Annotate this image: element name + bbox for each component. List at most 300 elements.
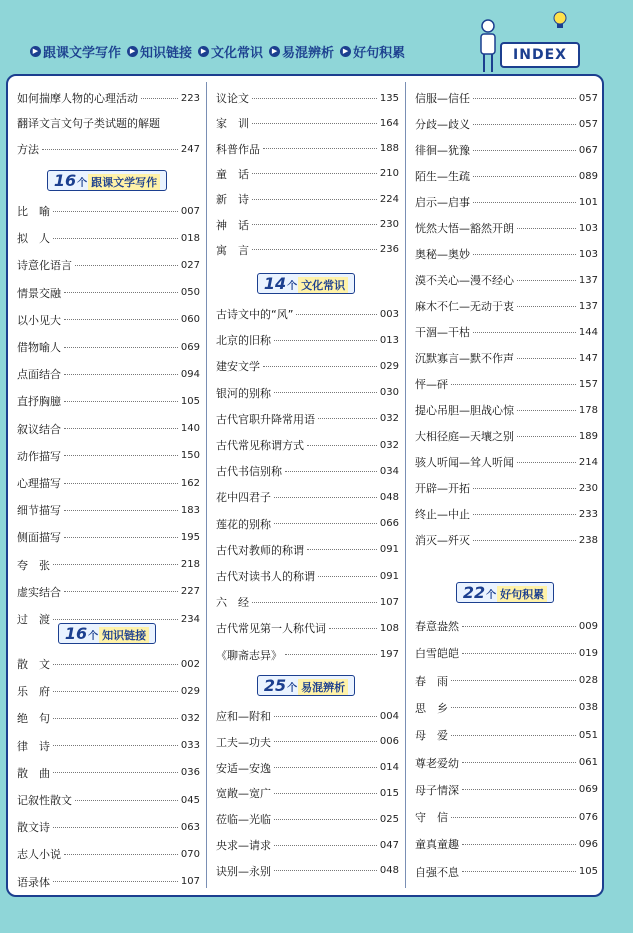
entry-page: 195 [180, 531, 200, 543]
person-icon [474, 14, 502, 74]
toc-entry[interactable] [415, 451, 598, 473]
entry-page: 091 [379, 544, 399, 556]
entry-page: 029 [180, 685, 200, 697]
entry-title: 比 喻 [17, 205, 50, 218]
entry-title: 白雪皑皑 [415, 647, 459, 661]
leader-dots [53, 827, 178, 828]
toc-entry[interactable] [415, 477, 598, 499]
entry-title: 六 经 [216, 596, 249, 610]
entry-page: 147 [578, 352, 598, 364]
header [0, 0, 633, 78]
entry-title: 新 诗 [216, 193, 249, 207]
entry-title: 议论文 [216, 92, 249, 105]
entry-page: 091 [379, 570, 399, 582]
entry-title: 安适—安逸 [216, 761, 271, 775]
section-title: 易混辨析 [298, 679, 348, 695]
entry-title: 寓 言 [216, 243, 249, 257]
leader-dots [517, 358, 576, 359]
entry-title: 沉默寡言—默不作声 [415, 352, 514, 365]
toc-entry[interactable] [415, 503, 598, 525]
tab-label: 知识链接 [140, 46, 193, 61]
entry-page: 105 [180, 395, 200, 407]
column-divider [206, 82, 207, 888]
toc-entry[interactable] [17, 390, 200, 412]
leader-dots [473, 150, 576, 151]
entry-title: 北京的旧称 [216, 334, 271, 348]
entry-title: 绝 句 [17, 712, 50, 726]
section-heading-sentences [406, 581, 604, 603]
entry-page: 210 [379, 168, 399, 180]
section-heading-knowledge [8, 622, 206, 644]
entry-title: 童 话 [216, 167, 249, 181]
leader-dots [64, 455, 178, 456]
section-count: 16 [53, 170, 77, 190]
toc-entry[interactable] [415, 670, 598, 692]
section-count: 22 [462, 582, 486, 602]
entry-page: 018 [180, 232, 200, 244]
toc-entry[interactable] [415, 833, 598, 855]
entry-page: 189 [578, 430, 598, 442]
entry-title: 古代对教师的称谓 [216, 543, 304, 557]
toc-entry[interactable] [17, 336, 200, 358]
leader-dots [473, 514, 576, 515]
entry-page: 183 [180, 504, 200, 516]
section-count: 14 [263, 273, 287, 293]
toc-entry[interactable] [17, 653, 200, 675]
toc-entry[interactable] [17, 816, 200, 838]
entry-page: 032 [379, 413, 399, 425]
toc-entry[interactable] [216, 486, 399, 508]
leader-dots [462, 762, 576, 763]
entry-title: 如何揣摩人物的心理活动 [17, 92, 138, 105]
leader-dots [53, 881, 178, 882]
entry-page: 197 [379, 649, 399, 661]
section-count: 16 [64, 623, 88, 643]
leader-dots [462, 653, 576, 654]
entry-title: 动作描写 [17, 449, 61, 463]
entry-title: 诗意化语言 [17, 259, 72, 273]
section-title: 跟课文学写作 [88, 174, 160, 190]
entry-page: 030 [379, 387, 399, 399]
leader-dots [451, 707, 576, 708]
entry-title: 漠不关心—漫不经心 [415, 274, 514, 287]
toc-entry[interactable] [415, 697, 598, 719]
entry-title: 《聊斋志异》 [216, 648, 282, 662]
tab-culture[interactable] [198, 42, 263, 61]
section-heading-confusing [207, 674, 405, 696]
leader-dots [517, 436, 576, 437]
entry-page: 027 [180, 259, 200, 271]
entry-title: 骇人听闻—耸人听闻 [415, 456, 514, 469]
toc-entry[interactable] [415, 752, 598, 774]
entry-page: 061 [578, 757, 598, 768]
entry-title: 春意盎然 [415, 620, 459, 633]
leader-dots [274, 870, 377, 871]
entry-page: 063 [180, 821, 200, 833]
leader-dots [473, 124, 576, 125]
toc-entry[interactable] [415, 861, 598, 883]
entry-page: 103 [578, 222, 598, 234]
section-heading-writing [8, 169, 206, 191]
toc-entry[interactable] [415, 399, 598, 421]
entry-title: 乐 府 [17, 685, 50, 699]
entry-page: 089 [578, 170, 598, 182]
entry-title: 古代对读书人的称谓 [216, 570, 315, 583]
section-unit: 个 [287, 280, 298, 292]
entry-title: 语录体 [17, 875, 50, 889]
toc-entry[interactable] [415, 373, 598, 395]
entry-page: 096 [578, 838, 598, 850]
entry-page: 057 [578, 118, 598, 130]
entry-title: 志人小说 [17, 848, 61, 862]
entry-title: 拟 人 [17, 232, 50, 246]
toc-entry[interactable] [17, 843, 200, 865]
entry-title: 工夫—功夫 [216, 735, 271, 749]
leader-dots [274, 793, 377, 794]
entry-page: 051 [578, 729, 598, 741]
tab-confusing[interactable] [269, 42, 334, 61]
entry-title: 消灭—歼灭 [415, 534, 470, 547]
entry-title: 自强不息 [415, 865, 459, 879]
entry-title: 古代书信别称 [216, 465, 282, 479]
entry-title: 母 爱 [415, 729, 448, 743]
entry-page: 157 [578, 378, 598, 390]
entry-page: 032 [379, 439, 399, 451]
entry-page: 066 [379, 518, 399, 530]
entry-page: 009 [578, 620, 598, 632]
leader-dots [517, 410, 576, 411]
entry-title: 开辟—开拓 [415, 482, 470, 495]
leader-dots [274, 741, 377, 742]
toc-entry[interactable] [216, 834, 399, 856]
tab-sentences[interactable] [340, 42, 405, 61]
leader-dots [64, 374, 178, 375]
tab-knowledge[interactable] [127, 42, 192, 61]
entry-title: 夸 张 [17, 558, 50, 572]
toc-entry[interactable] [216, 460, 399, 482]
entry-title: 奥秘—奥妙 [415, 248, 470, 261]
entry-page: 227 [180, 586, 200, 598]
entry-title: 情景交融 [17, 286, 61, 300]
entry-page: 247 [180, 143, 200, 155]
toc-entry[interactable] [415, 642, 598, 664]
toc-entry[interactable] [216, 87, 399, 109]
toc-entry[interactable] [415, 165, 598, 187]
leader-dots [263, 148, 377, 149]
toc-entry[interactable] [415, 529, 598, 551]
entry-page: 233 [578, 508, 598, 520]
toc-entry[interactable] [216, 782, 399, 804]
toc-entry[interactable] [17, 418, 200, 440]
leader-dots [141, 98, 178, 99]
toc-entry[interactable] [216, 644, 399, 666]
leader-dots [64, 537, 178, 538]
leader-dots [517, 280, 576, 281]
toc-entry[interactable] [17, 363, 200, 385]
toc-entry[interactable] [17, 309, 200, 331]
play-icon: ▶ [340, 46, 351, 57]
toc-entry[interactable] [415, 806, 598, 828]
leader-dots [53, 745, 178, 746]
play-icon: ▶ [127, 46, 138, 57]
toc-entry[interactable] [216, 239, 399, 261]
entry-title: 怦—砰 [415, 378, 448, 391]
toc-entry[interactable] [17, 472, 200, 494]
entry-page: 188 [379, 143, 399, 155]
entry-page: 107 [180, 876, 200, 888]
leader-dots [285, 471, 377, 472]
leader-dots [252, 224, 377, 225]
toc-entry[interactable] [216, 138, 399, 160]
toc-entry[interactable] [216, 188, 399, 210]
leader-dots [462, 789, 576, 790]
entry-title: 过 渡 [17, 613, 50, 626]
toc-page [6, 74, 604, 897]
section-unit: 个 [88, 630, 99, 642]
entry-page: 214 [578, 456, 598, 468]
entry-title: 借物喻人 [17, 341, 61, 354]
leader-dots [473, 98, 576, 99]
entry-title: 以小见大 [17, 313, 61, 327]
leader-dots [329, 628, 377, 629]
leader-dots [307, 549, 377, 550]
leader-dots [53, 238, 178, 239]
toc-entry[interactable] [216, 112, 399, 134]
leader-dots [451, 384, 576, 385]
entry-title: 点面结合 [17, 368, 61, 382]
toc-entry[interactable] [216, 705, 399, 727]
toc-entry[interactable] [17, 707, 200, 729]
entry-title: 古诗文中的“风” [216, 308, 294, 321]
toc-entry[interactable] [17, 499, 200, 521]
entry-title: 家 训 [216, 117, 249, 131]
toc-entry[interactable] [415, 321, 598, 343]
toc-entry[interactable] [17, 227, 200, 249]
toc-entry[interactable] [216, 565, 399, 587]
leader-dots [252, 123, 377, 124]
leader-dots [274, 497, 377, 498]
leader-dots [64, 591, 178, 592]
entry-page: 045 [180, 794, 200, 806]
entry-title: 莲花的别称 [216, 517, 271, 531]
entry-page: 067 [578, 144, 598, 156]
leader-dots [263, 366, 377, 367]
entry-title: 细节描写 [17, 504, 61, 518]
play-icon: ▶ [198, 46, 209, 57]
toc-entry[interactable] [415, 347, 598, 369]
toc-entry[interactable] [415, 425, 598, 447]
entry-title: 心理描写 [17, 477, 61, 490]
toc-entry[interactable] [216, 860, 399, 882]
entry-page: 048 [379, 491, 399, 503]
toc-entry[interactable] [415, 217, 598, 239]
entry-title: 科普作品 [216, 142, 260, 156]
entry-title: 古代官职升降常用语 [216, 412, 315, 426]
toc-entry[interactable] [17, 581, 200, 603]
toc-entry[interactable] [415, 191, 598, 213]
toc-entry[interactable] [216, 303, 399, 325]
section-unit: 个 [486, 589, 497, 601]
toc-entry[interactable] [17, 762, 200, 784]
entry-title: 诀别—永别 [216, 864, 271, 878]
leader-dots [42, 149, 178, 150]
leader-dots [517, 228, 576, 229]
toc-entry[interactable] [17, 282, 200, 304]
toc-entry[interactable] [17, 871, 200, 893]
entry-page: 150 [180, 450, 200, 462]
toc-entry[interactable] [216, 355, 399, 377]
toc-entry[interactable] [17, 526, 200, 548]
toc-entry[interactable] [216, 329, 399, 351]
entry-page: 006 [379, 736, 399, 748]
entry-page: 048 [379, 865, 399, 877]
entry-title: 麻木不仁—无动于衷 [415, 300, 514, 313]
entry-page: 236 [379, 244, 399, 256]
leader-dots [64, 428, 178, 429]
leader-dots [451, 680, 576, 681]
toc-entry[interactable] [415, 295, 598, 317]
toc-entry[interactable] [17, 789, 200, 811]
toc-entry[interactable] [17, 87, 200, 109]
play-icon: ▶ [30, 46, 41, 57]
entry-page: 164 [379, 117, 399, 129]
entry-page: 144 [578, 326, 598, 338]
tab-bar [30, 42, 405, 61]
toc-entry[interactable] [17, 138, 200, 160]
entry-title: 虚实结合 [17, 585, 61, 599]
leader-dots [462, 626, 576, 627]
entry-page: 013 [379, 334, 399, 346]
toc-entry[interactable] [216, 214, 399, 236]
section-unit: 个 [287, 682, 298, 694]
entry-title: 启示—启事 [415, 196, 470, 209]
toc-entry[interactable] [216, 513, 399, 535]
toc-entry[interactable] [216, 382, 399, 404]
toc-entry[interactable] [415, 615, 598, 637]
leader-dots [274, 845, 377, 846]
entry-page: 070 [180, 848, 200, 860]
entry-page: 230 [379, 219, 399, 230]
toc-entry[interactable] [415, 724, 598, 746]
leader-dots [53, 664, 178, 665]
entry-page: 137 [578, 274, 598, 286]
toc-entry[interactable]: 翻译文言文句子类试题的解题 [17, 117, 160, 130]
entry-page: 094 [180, 368, 200, 380]
toc-entry[interactable] [216, 539, 399, 561]
entry-title: 干涸—干枯 [415, 326, 470, 339]
toc-entry[interactable] [17, 554, 200, 576]
leader-dots [252, 173, 377, 174]
entry-title: 叙议结合 [17, 422, 61, 436]
entry-title: 记叙性散文 [17, 794, 72, 807]
entry-title: 分歧—歧义 [415, 118, 470, 131]
entry-page: 137 [578, 300, 598, 312]
entry-page: 135 [379, 92, 399, 104]
section-unit: 个 [77, 177, 88, 189]
toc-entry[interactable] [415, 243, 598, 265]
toc-entry[interactable] [415, 87, 598, 109]
play-icon: ▶ [269, 46, 280, 57]
section-title: 文化常识 [298, 277, 348, 293]
toc-entry[interactable] [17, 200, 200, 222]
leader-dots [252, 98, 377, 99]
toc-entry[interactable] [17, 735, 200, 757]
entry-title: 侧面描写 [17, 531, 61, 545]
entry-page: 029 [379, 360, 399, 372]
entry-title: 春 雨 [415, 674, 448, 688]
leader-dots [53, 619, 178, 620]
leader-dots [473, 488, 576, 489]
toc-entry[interactable] [216, 617, 399, 639]
leader-dots [274, 523, 377, 524]
entry-title: 散文诗 [17, 821, 50, 835]
entry-page: 025 [379, 813, 399, 825]
toc-entry[interactable] [216, 163, 399, 185]
entry-title: 尊老爱幼 [415, 756, 459, 770]
entry-page: 038 [578, 702, 598, 714]
toc-entry[interactable] [17, 254, 200, 276]
toc-entry[interactable] [415, 779, 598, 801]
leader-dots [53, 772, 178, 773]
toc-entry[interactable] [216, 408, 399, 430]
tab-writing[interactable] [30, 42, 121, 61]
leader-dots [274, 716, 377, 717]
entry-title: 恍然大悟—豁然开朗 [415, 222, 514, 235]
entry-page: 238 [578, 534, 598, 546]
tab-label: 文化常识 [211, 46, 264, 61]
entry-page: 107 [379, 596, 399, 608]
leader-dots [53, 691, 178, 692]
entry-page: 032 [180, 712, 200, 724]
entry-title: 思 乡 [415, 701, 448, 715]
toc-entry[interactable] [415, 269, 598, 291]
leader-dots [53, 718, 178, 719]
toc-entry[interactable] [415, 113, 598, 135]
entry-page: 103 [578, 248, 598, 260]
entry-page: 003 [379, 308, 399, 320]
leader-dots [75, 800, 178, 801]
toc-entry[interactable] [17, 445, 200, 467]
entry-page: 033 [180, 740, 200, 752]
entry-title: 陌生—生疏 [415, 170, 470, 183]
entry-title: 终止—中止 [415, 508, 470, 521]
toc-entry[interactable] [216, 731, 399, 753]
entry-page: 162 [180, 477, 200, 489]
toc-entry[interactable] [216, 757, 399, 779]
column-divider [405, 82, 406, 888]
entry-title: 提心吊胆—胆战心惊 [415, 404, 514, 417]
toc-entry[interactable] [216, 808, 399, 830]
entry-page: 224 [379, 193, 399, 205]
entry-title: 徘徊—犹豫 [415, 144, 470, 157]
toc-entry[interactable] [216, 434, 399, 456]
leader-dots [473, 332, 576, 333]
toc-entry[interactable] [17, 680, 200, 702]
leader-dots [53, 564, 178, 565]
entry-title: 应和—附和 [216, 710, 271, 723]
toc-entry[interactable] [415, 139, 598, 161]
entry-title: 散 曲 [17, 766, 50, 780]
entry-title: 古代常见称谓方式 [216, 439, 304, 452]
entry-title: 母子情深 [415, 783, 459, 797]
entry-page: 047 [379, 839, 399, 851]
entry-page: 108 [379, 622, 399, 634]
section-count: 25 [263, 675, 287, 695]
toc-entry[interactable] [216, 591, 399, 613]
entry-page: 019 [578, 647, 598, 659]
entry-page: 004 [379, 710, 399, 722]
entry-title: 建安文学 [216, 360, 260, 374]
